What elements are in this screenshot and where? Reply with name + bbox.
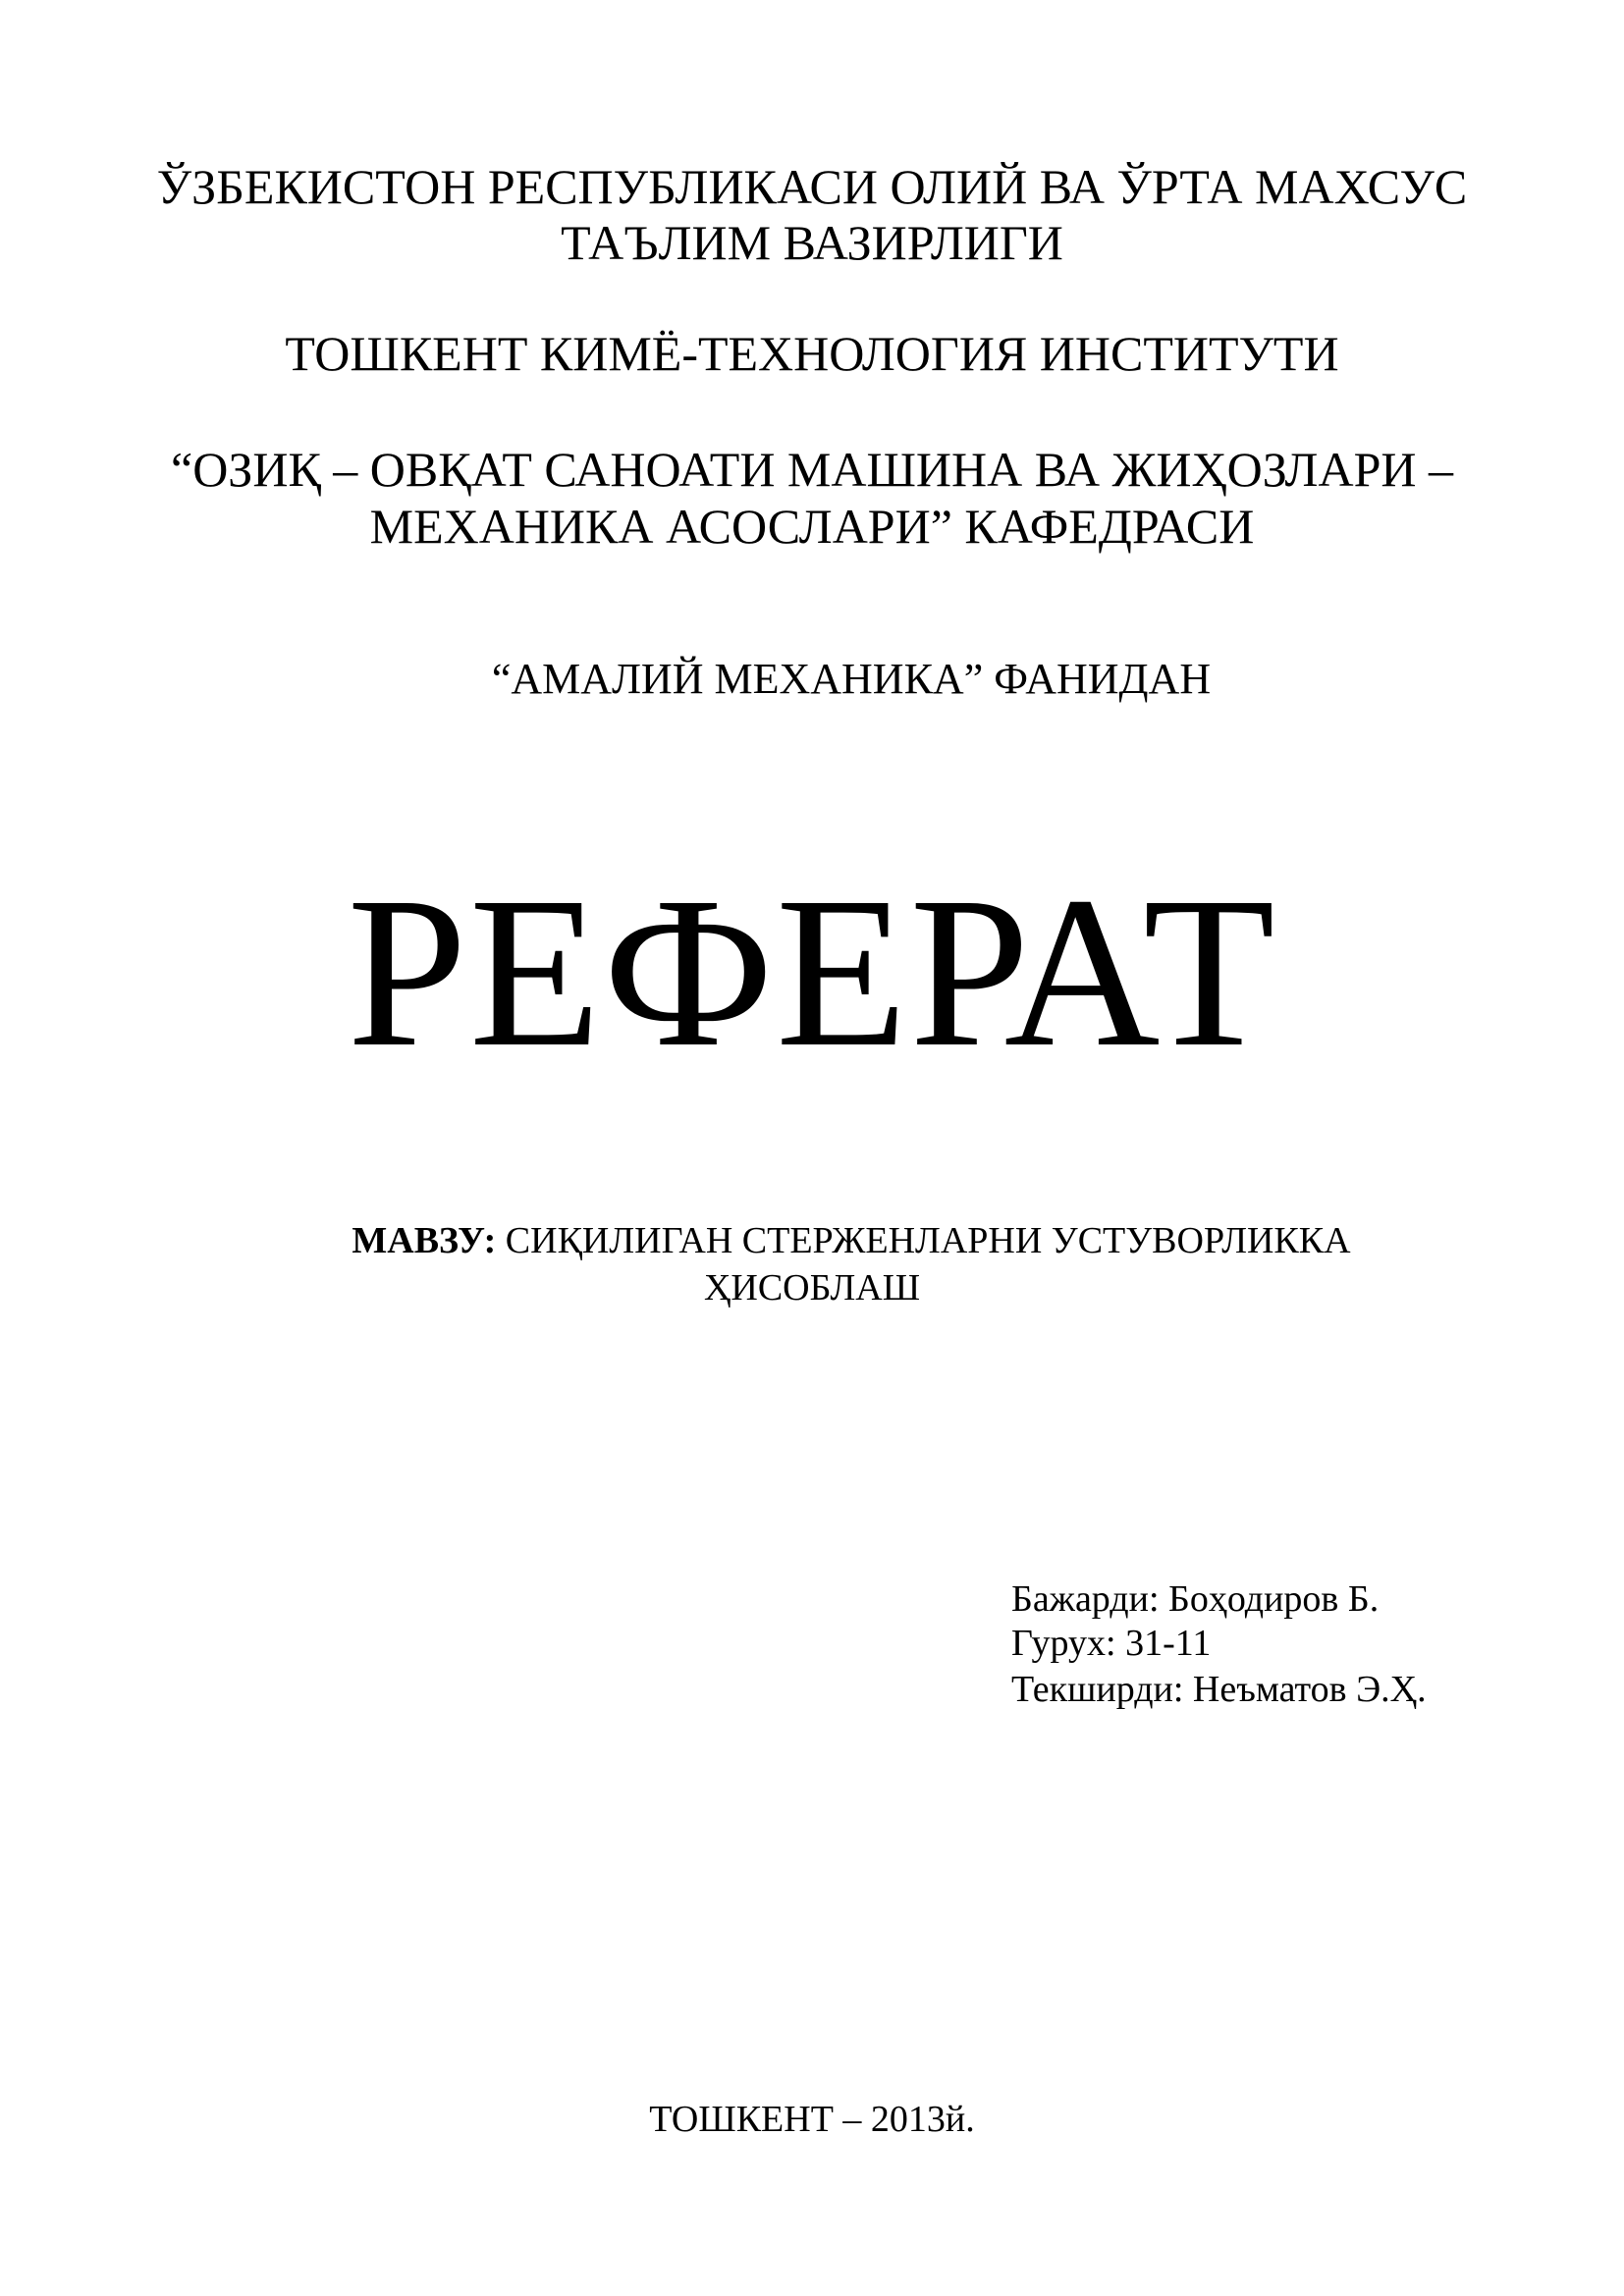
department-line-1: “ОЗИҚ – ОВҚАТ САНОАТИ МАШИНА ВА ЖИҲОЗЛАРИ – [171,442,1453,497]
author-line: Бажарди: Боҳодиров Б. [1011,1578,1380,1620]
topic-line-2: ҲИСОБЛАШ [703,1267,921,1308]
ministry-line-1: ЎЗБЕКИСТОН РЕСПУБЛИКАСИ ОЛИЙ ВА ЎРТА МАХСУС [156,159,1468,214]
ministry-line-2: ТАЪЛИМ ВАЗИРЛИГИ [561,215,1063,270]
group-line: Гурух: 31-11 [1011,1623,1212,1664]
subject-line: “АМАЛИЙ МЕХАНИКА” ФАНИДАН [491,655,1212,703]
document-title: РЕФЕРАТ [347,852,1277,1092]
topic-text: СИҚИЛИГАН СТЕРЖЕНЛАРНИ УСТУВОРЛИККА [496,1220,1351,1261]
city-year: ТОШКЕНТ – 2013й. [649,2099,975,2140]
reviewer-line: Текширди: Неъматов Э.Ҳ. [1011,1669,1427,1710]
department-line-2: МЕХАНИКА АСОСЛАРИ” КАФЕДРАСИ [369,499,1255,554]
institute-name: ТОШКЕНТ КИМЁ-ТЕХНОЛОГИЯ ИНСТИТУТИ [285,326,1339,381]
topic-label: МАВЗУ: [352,1220,497,1261]
topic-line-1 [39,1222,1624,1259]
